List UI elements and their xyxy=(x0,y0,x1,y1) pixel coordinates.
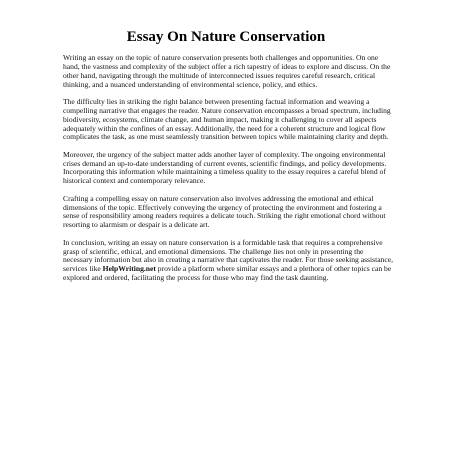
brand-name: HelpWriting.net xyxy=(102,264,156,274)
paragraph-difficulty: The difficulty lies in striking the right balance between presenting factual information and weaving a compelling narrative that engages the reader. Nature conservation encompasses a broad spectrum, including biodiversity, ecosystems, climate change, and human impact, making it challenging to cover all aspects adequately within the confines of an essay. Additionally, the need for a coherent structure and logical flow complicates the task, as one must seamlessly transition between topics while maintaining clarity and depth. xyxy=(63,96,391,142)
document-body xyxy=(63,54,393,292)
paragraph-intro: Writing an essay on the topic of nature conservation presents both challenges and opportunities. On one hand, the vastness and complexity of the subject offer a rich tapestry of ideas to explore and discuss. On the other hand, navigating through the multitude of interconnected issues requires careful research, critical thinking, and a nuanced understanding of environmental science, policy, and ethics. xyxy=(63,53,391,89)
paragraph-urgency: Moreover, the urgency of the subject matter adds another layer of complexity. The ongoing environmental crises demand an up-to-date understanding of current events, scientific findings, and policy developments. Incorporating this information while maintaining a timeless quality to the essay requires a careful blend of historical context and contemporary relevance. xyxy=(63,149,387,186)
conclusion-text-before: In conclusion, writing an essay on nature conservation is a formidable task that requires a comprehensive grasp of scientific, ethical, and emotional dimensions. The challenge lies not only in presenting the necessary information but also in creating a narrative that captivates the reader. For those seeking assistance, services like xyxy=(63,237,393,274)
paragraph-emotional: Crafting a compelling essay on nature conservation also involves addressing the emotional and ethical dimensions of the topic. Effectively conveying the urgency of protecting the environment and fostering a sense of responsibility among readers requires a delicate touch. Striking the right emotional chord without resorting to alarmism or despair is a delicate art. xyxy=(63,193,386,230)
conclusion-text-after: provide a platform where similar essays and a plethora of other topics can be explored and ordered, facilitating the process for those who may find the task daunting. xyxy=(63,264,392,283)
document-title: Essay On Nature Conservation xyxy=(126,29,326,45)
paragraph-conclusion xyxy=(63,239,393,283)
